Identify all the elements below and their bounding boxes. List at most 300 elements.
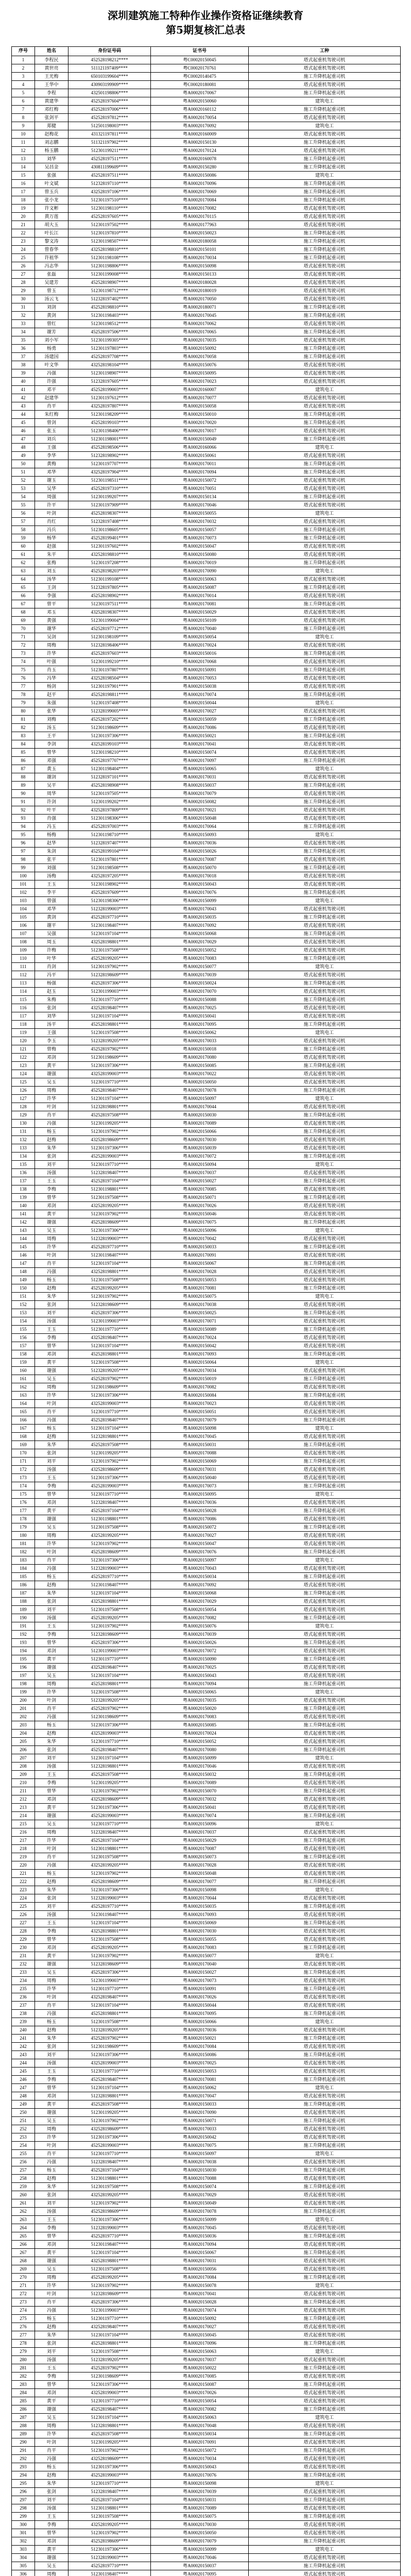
cell-work-type: 塔式起重机驾驶司机 — [249, 130, 401, 139]
table-row — [12, 1730, 401, 1738]
cell-certificate-number: 粤A00020150062 — [151, 2084, 249, 2092]
cell-certificate-number: 粤A00020170074 — [151, 2307, 249, 2315]
cell-id-number: 512301199205**** — [68, 2438, 151, 2447]
cell-id-number: 512301197104**** — [68, 2002, 151, 2010]
cell-index: 51 — [12, 468, 35, 477]
cell-certificate-number: 粤A00020170072 — [151, 1647, 249, 1655]
table-row — [12, 303, 401, 312]
cell-id-number: 452528198908**** — [68, 782, 151, 790]
cell-work-type: 塔式起重机驾驶司机 — [249, 1276, 401, 1284]
cell-work-type: 建筑电工 — [249, 897, 401, 905]
cell-id-number: 512301197104**** — [68, 1919, 151, 1927]
cell-work-type: 塔式起重机驾驶司机 — [249, 1474, 401, 1482]
cell-name: 叶剑 — [35, 1400, 68, 1408]
cell-work-type: 塔式起重机驾驶司机 — [249, 1268, 401, 1276]
table-row — [12, 2331, 401, 2340]
table-row — [12, 897, 401, 905]
cell-certificate-number: 粤A00020170091 — [151, 2438, 249, 2447]
cell-name: 刘平 — [35, 1161, 68, 1169]
table-row — [12, 2166, 401, 2175]
table-row — [12, 122, 401, 130]
cell-name: 汤华 — [35, 575, 68, 584]
cell-name: 黄万莲 — [35, 213, 68, 221]
cell-index: 127 — [12, 1095, 35, 1103]
cell-index: 168 — [12, 1433, 35, 1441]
cell-index: 292 — [12, 2455, 35, 2463]
cell-index: 24 — [12, 246, 35, 254]
cell-work-type: 施工升降机起重司机 — [249, 1655, 401, 1664]
cell-name: 朱华 — [35, 2035, 68, 2043]
cell-id-number: 512301199003**** — [68, 988, 151, 996]
table-row — [12, 1944, 401, 1952]
cell-index: 62 — [12, 559, 35, 567]
table-row — [12, 1960, 401, 1969]
table-row — [12, 1210, 401, 1218]
table-row — [12, 477, 401, 485]
cell-certificate-number: 粤A00020150086 — [151, 2051, 249, 2059]
cell-id-number: 452528199401**** — [68, 534, 151, 543]
cell-name: 黄剑 — [35, 312, 68, 320]
cell-certificate-number: 粤A00020150099 — [151, 1754, 249, 1762]
cell-index: 228 — [12, 1927, 35, 1936]
cell-id-number: 512301197306**** — [68, 2381, 151, 2389]
cell-name: 冯强 — [35, 1268, 68, 1276]
table-row — [12, 435, 401, 444]
cell-name: 曾华 — [35, 2232, 68, 2241]
cell-id-number: 512301197803**** — [68, 345, 151, 353]
cell-index: 252 — [12, 2125, 35, 2133]
cell-index: 116 — [12, 1004, 35, 1012]
cell-id-number: 432528198104**** — [68, 361, 151, 369]
cell-id-number: 512301197508**** — [68, 1194, 151, 1202]
table-row — [12, 1433, 401, 1441]
cell-id-number: 512301198801**** — [68, 2504, 151, 2513]
cell-work-type: 施工升降机起重司机 — [249, 1507, 401, 1515]
cell-work-type: 建筑电工 — [249, 1490, 401, 1499]
table-row — [12, 1136, 401, 1144]
cell-index: 276 — [12, 2323, 35, 2331]
cell-work-type: 施工升降机起重司机 — [249, 1771, 401, 1779]
table-row — [12, 1936, 401, 1944]
cell-id-number: 512301197902**** — [68, 963, 151, 971]
cell-certificate-number: 粤A00020170065 — [151, 328, 249, 336]
cell-id-number: 452528199205**** — [68, 1944, 151, 1952]
cell-id-number: 431321197811**** — [68, 130, 151, 139]
cell-certificate-number: 粤A00020150097 — [151, 1556, 249, 1565]
cell-id-number: 512301197710**** — [68, 1161, 151, 1169]
cell-work-type: 施工升降机起重司机 — [249, 1985, 401, 1993]
cell-certificate-number: 粤A00020170078 — [151, 1087, 249, 1095]
cell-certificate-number: 粤A00020170024 — [151, 641, 249, 650]
cell-id-number: 452528198407**** — [68, 1416, 151, 1425]
cell-index: 44 — [12, 411, 35, 419]
table-row — [12, 765, 401, 773]
cell-id-number: 512301199205**** — [68, 1779, 151, 1787]
cell-id-number: 512328197110**** — [68, 180, 151, 188]
cell-certificate-number: 粤A00020150067 — [151, 1260, 249, 1268]
cell-index: 236 — [12, 1993, 35, 2002]
table-row — [12, 1161, 401, 1169]
cell-index: 30 — [12, 295, 35, 303]
cell-name: 肖平 — [35, 2447, 68, 2455]
cell-name: 肖平 — [35, 402, 68, 411]
cell-certificate-number: 粤A00020170083 — [151, 1713, 249, 1721]
cell-name: 李梅 — [35, 2372, 68, 2381]
cell-certificate-number: 粤A00020150098 — [151, 1425, 249, 1433]
cell-certificate-number: 粤A00020150063 — [151, 575, 249, 584]
cell-certificate-number: 粤A00020170090 — [151, 567, 249, 575]
cell-certificate-number: 粤A00020150043 — [151, 2463, 249, 2471]
table-row — [12, 1111, 401, 1120]
table-row — [12, 1029, 401, 1037]
cell-name: 汤强 — [35, 1169, 68, 1177]
cell-certificate-number: 粤A00020170011 — [151, 460, 249, 468]
cell-index: 219 — [12, 1853, 35, 1861]
cell-id-number: 512301198403**** — [68, 312, 151, 320]
cell-work-type: 塔式起重机驾驶司机 — [249, 1977, 401, 1985]
cell-certificate-number: 粤A00020170093 — [151, 1350, 249, 1359]
table-row — [12, 205, 401, 213]
cell-certificate-number: 粤A00020150087 — [151, 584, 249, 592]
cell-index: 136 — [12, 1169, 35, 1177]
cell-id-number: 512328198801**** — [68, 2092, 151, 2100]
cell-certificate-number: 粤A00020150070 — [151, 864, 249, 872]
cell-index: 99 — [12, 864, 35, 872]
cell-name: 朱平 — [35, 551, 68, 559]
cell-id-number: 452528198801**** — [68, 1021, 151, 1029]
cell-certificate-number: 粤A00020170072 — [151, 1153, 249, 1161]
table-row — [12, 1919, 401, 1927]
cell-id-number: 452528197902**** — [68, 1375, 151, 1383]
table-row — [12, 1647, 401, 1655]
cell-certificate-number: 粤A00020150030 — [151, 1111, 249, 1120]
cell-work-type: 塔式起重机驾驶司机 — [249, 1367, 401, 1375]
cell-certificate-number: 粤A00020170094 — [151, 468, 249, 477]
cell-index: 135 — [12, 1161, 35, 1169]
cell-certificate-number: 粤A00020170086 — [151, 1515, 249, 1523]
cell-name: 李梅 — [35, 1482, 68, 1490]
cell-id-number: 512301197408**** — [68, 699, 151, 707]
cell-id-number: 452528199003**** — [68, 386, 151, 394]
cell-certificate-number: 粤A00020150069 — [151, 1458, 249, 1466]
table-row — [12, 2249, 401, 2257]
table-row — [12, 1070, 401, 1078]
cell-index: 27 — [12, 270, 35, 279]
cell-certificate-number: 粤A00020150047 — [151, 1540, 249, 1548]
cell-certificate-number: 粤A00020150075 — [151, 1293, 249, 1301]
cell-id-number: 512301198806**** — [68, 262, 151, 270]
table-row — [12, 2257, 401, 2265]
title-line-1: 深圳建筑施工特种作业操作资格证继续教育 — [108, 9, 303, 22]
cell-name: 曾华 — [35, 2529, 68, 2537]
cell-id-number: 512301198511**** — [68, 477, 151, 485]
cell-name: 王玉 — [35, 2513, 68, 2521]
cell-name: 杨玉 — [35, 1721, 68, 1730]
cell-work-type: 塔式起重机驾驶司机 — [249, 2175, 401, 2183]
cell-certificate-number: 粤A00020170040 — [151, 1960, 249, 1969]
cell-work-type: 施工升降机起重司机 — [249, 2117, 401, 2125]
cell-index: 260 — [12, 2191, 35, 2199]
cell-id-number: 452528198811**** — [68, 691, 151, 699]
cell-certificate-number: 粤A00020150027 — [151, 1177, 249, 1185]
cell-work-type: 塔式起重机驾驶司机 — [249, 740, 401, 749]
cell-id-number: 512501198003**** — [68, 122, 151, 130]
cell-name: 吴玉 — [35, 1672, 68, 1680]
cell-name: 杨玉 — [35, 2166, 68, 2175]
cell-work-type: 施工升降机起重司机 — [249, 2537, 401, 2546]
cell-name: 曾华 — [35, 1787, 68, 1795]
cell-id-number: 452528197902**** — [68, 2364, 151, 2372]
cell-work-type: 施工升降机起重司机 — [249, 345, 401, 353]
cell-certificate-number: 粤A00020150044 — [151, 2002, 249, 2010]
cell-name: 黄平 — [35, 1359, 68, 1367]
cell-id-number: 452528197812**** — [68, 114, 151, 122]
table-row — [12, 1375, 401, 1383]
cell-name: 朱华 — [35, 2183, 68, 2191]
cell-index: 305 — [12, 2562, 35, 2570]
cell-name: 周梅 — [35, 1383, 68, 1392]
cell-index: 179 — [12, 1523, 35, 1532]
cell-certificate-number: 粤A00020170027 — [151, 2323, 249, 2331]
cell-index: 282 — [12, 2372, 35, 2381]
cell-name: 曾华 — [35, 749, 68, 757]
cell-name: 邓剑 — [35, 1202, 68, 1210]
table-row — [12, 2241, 401, 2249]
cell-name: 朱华 — [35, 1441, 68, 1449]
cell-index: 111 — [12, 963, 35, 971]
cell-certificate-number: 粤A00020170026 — [151, 1202, 249, 1210]
cell-name: 叶剑 — [35, 1548, 68, 1556]
cell-index: 225 — [12, 1903, 35, 1911]
cell-id-number: 511321197902**** — [68, 139, 151, 147]
cell-work-type: 塔式起重机驾驶司机 — [249, 773, 401, 782]
cell-name: 张玉 — [35, 427, 68, 435]
cell-id-number: 452528197104**** — [68, 1177, 151, 1185]
cell-id-number: 512301197306**** — [68, 1886, 151, 1894]
cell-work-type: 施工升降机起重司机 — [249, 419, 401, 427]
cell-index: 77 — [12, 683, 35, 691]
cell-work-type: 塔式起重机驾驶司机 — [249, 1936, 401, 1944]
cell-certificate-number: 粤A00020170087 — [151, 1845, 249, 1853]
cell-work-type: 塔式起重机驾驶司机 — [249, 2356, 401, 2364]
cell-index: 91 — [12, 798, 35, 806]
cell-index: 193 — [12, 1639, 35, 1647]
table-row — [12, 1243, 401, 1251]
table-row — [12, 1532, 401, 1540]
cell-work-type: 塔式起重机驾驶司机 — [249, 369, 401, 378]
cell-work-type: 建筑电工 — [249, 567, 401, 575]
cell-work-type: 施工升降机起重司机 — [249, 435, 401, 444]
cell-certificate-number: 粤A00020170090 — [151, 2109, 249, 2117]
cell-name: 张华 — [35, 707, 68, 716]
cell-index: 206 — [12, 1746, 35, 1754]
cell-id-number: 432528198810**** — [68, 246, 151, 254]
cell-id-number: 512301199202**** — [68, 798, 151, 806]
cell-certificate-number: 粤A00020170079 — [151, 2537, 249, 2546]
cell-certificate-number: 粤A00020150050 — [151, 2529, 249, 2537]
cell-id-number: 452528197306**** — [68, 2298, 151, 2307]
cell-certificate-number: 粤A00020170038 — [151, 1301, 249, 1309]
cell-id-number: 432528199003**** — [68, 2389, 151, 2397]
cell-certificate-number: 粤A00020170039 — [151, 1631, 249, 1639]
cell-index: 304 — [12, 2554, 35, 2562]
cell-index: 2 — [12, 64, 35, 73]
cell-id-number: 512301197710**** — [68, 1985, 151, 1993]
cell-index: 143 — [12, 1227, 35, 1235]
cell-certificate-number: 粤A00020170084 — [151, 2043, 249, 2051]
cell-index: 121 — [12, 1045, 35, 1054]
cell-id-number: 452528197902**** — [68, 2035, 151, 2043]
cell-work-type: 塔式起重机驾驶司机 — [249, 1054, 401, 1062]
cell-name: 吴玉 — [35, 1078, 68, 1087]
cell-index: 106 — [12, 922, 35, 930]
cell-id-number: 512301197710**** — [68, 2150, 151, 2158]
table-row — [12, 732, 401, 740]
cell-name: 曾华 — [35, 2084, 68, 2092]
cell-work-type: 施工升降机起重司机 — [249, 732, 401, 740]
cell-index: 243 — [12, 2051, 35, 2059]
cell-id-number: 432528198609**** — [68, 1795, 151, 1804]
cell-certificate-number: 粤A00020170019 — [151, 559, 249, 567]
cell-certificate-number: 粤A00020150021 — [151, 732, 249, 740]
cell-work-type: 建筑电工 — [249, 1161, 401, 1169]
table-row — [12, 823, 401, 831]
cell-index: 204 — [12, 1730, 35, 1738]
cell-name: 汤强 — [35, 2504, 68, 2513]
cell-id-number: 512301197710**** — [68, 2480, 151, 2488]
cell-work-type: 塔式起重机驾驶司机 — [249, 1664, 401, 1672]
cell-name: 许华 — [35, 2282, 68, 2290]
cell-name: 谢强 — [35, 1367, 68, 1375]
cell-certificate-number: 粤A00020150040 — [151, 1474, 249, 1482]
cell-certificate-number: 粤A00020150071 — [151, 2117, 249, 2125]
cell-index: 306 — [12, 2570, 35, 2576]
cell-id-number: 512301197104**** — [68, 1260, 151, 1268]
cell-work-type: 施工升降机起重司机 — [249, 2381, 401, 2389]
table-row — [12, 1326, 401, 1334]
cell-name: 刘平 — [35, 1903, 68, 1911]
cell-work-type: 塔式起重机驾驶司机 — [249, 2331, 401, 2340]
cell-index: 11 — [12, 139, 35, 147]
cell-work-type: 施工升降机起重司机 — [249, 303, 401, 312]
cell-index: 284 — [12, 2389, 35, 2397]
cell-work-type: 塔式起重机驾驶司机 — [249, 1697, 401, 1705]
cell-name: 曾华 — [35, 2381, 68, 2389]
cell-certificate-number: 粤A00020150022 — [151, 2364, 249, 2372]
cell-work-type: 施工升降机起重司机 — [249, 913, 401, 922]
table-row — [12, 254, 401, 262]
cell-index: 221 — [12, 1870, 35, 1878]
table-row — [12, 1771, 401, 1779]
cell-index: 226 — [12, 1911, 35, 1919]
table-row — [12, 1985, 401, 1993]
cell-id-number: 512301198801**** — [68, 2175, 151, 2183]
cell-certificate-number: 粤C00020170761 — [151, 64, 249, 73]
cell-index: 165 — [12, 1408, 35, 1416]
cell-id-number: 512301197902**** — [68, 2447, 151, 2455]
cell-name: 谢强 — [35, 1515, 68, 1523]
cell-name: 刘平 — [35, 2496, 68, 2504]
cell-name: 邓剑 — [35, 2389, 68, 2397]
cell-work-type: 塔式起重机驾驶司机 — [249, 946, 401, 955]
table-row — [12, 386, 401, 394]
cell-work-type: 塔式起重机驾驶司机 — [249, 872, 401, 880]
table-row — [12, 2513, 401, 2521]
cell-name: 曾华 — [35, 1490, 68, 1499]
cell-index: 146 — [12, 1251, 35, 1260]
cell-index: 245 — [12, 2067, 35, 2076]
table-row — [12, 1334, 401, 1342]
table-row — [12, 361, 401, 369]
cell-work-type: 建筑电工 — [249, 122, 401, 130]
cell-id-number: 512301197306**** — [68, 732, 151, 740]
cell-name: 许剑 — [35, 798, 68, 806]
cell-id-number: 512301197104**** — [68, 1095, 151, 1103]
cell-certificate-number: 粤A00020150068 — [151, 1589, 249, 1598]
cell-certificate-number: 粤A00020170027 — [151, 707, 249, 716]
cell-work-type: 建筑电工 — [249, 386, 401, 394]
cell-name: 黄剑 — [35, 913, 68, 922]
table-row — [12, 1458, 401, 1466]
cell-index: 298 — [12, 2504, 35, 2513]
cell-index: 198 — [12, 1680, 35, 1688]
cell-index: 278 — [12, 2340, 35, 2348]
cell-certificate-number: 粤A00020170089 — [151, 1779, 249, 1787]
table-row — [12, 592, 401, 600]
cell-work-type: 施工升降机起重司机 — [249, 1062, 401, 1070]
cell-certificate-number: 粤A00020177963 — [151, 221, 249, 229]
cell-index: 61 — [12, 551, 35, 559]
cell-work-type: 塔式起重机驾驶司机 — [249, 2438, 401, 2447]
cell-id-number: 452528197902**** — [68, 1045, 151, 1054]
cell-id-number: 452528199104**** — [68, 848, 151, 856]
cell-id-number: 512301197902**** — [68, 1293, 151, 1301]
cell-id-number: 512301197306**** — [68, 2133, 151, 2142]
cell-id-number: 512301198306**** — [68, 897, 151, 905]
cell-work-type: 建筑电工 — [249, 510, 401, 518]
cell-id-number: 512328197408**** — [68, 518, 151, 526]
table-row — [12, 848, 401, 856]
cell-work-type: 塔式起重机驾驶司机 — [249, 658, 401, 666]
cell-name: 赵梅 — [35, 1433, 68, 1441]
cell-certificate-number: 粤A00020150097 — [151, 2150, 249, 2158]
cell-id-number: 512301197306**** — [68, 1721, 151, 1730]
cell-certificate-number: 粤A00020160009 — [151, 130, 249, 139]
cell-certificate-number: 粤A00020150088 — [151, 996, 249, 1004]
cell-index: 160 — [12, 1367, 35, 1375]
cell-work-type: 塔式起重机驾驶司机 — [249, 114, 401, 122]
cell-name: 曾玉 — [35, 287, 68, 295]
cell-work-type: 塔式起重机驾驶司机 — [249, 1672, 401, 1680]
cell-name: 许华 — [35, 1243, 68, 1251]
cell-certificate-number: 粤A00020170058 — [151, 353, 249, 361]
cell-work-type: 施工升降机起重司机 — [249, 782, 401, 790]
cell-certificate-number: 粤A00020170032 — [151, 1795, 249, 1804]
cell-index: 227 — [12, 1919, 35, 1927]
cell-certificate-number: 粤A00020170024 — [151, 1334, 249, 1342]
cell-certificate-number: 粤A00020170081 — [151, 2076, 249, 2084]
cell-work-type: 塔式起重机驾驶司机 — [249, 2529, 401, 2537]
cell-id-number: 512301197902**** — [68, 2529, 151, 2537]
cell-certificate-number: 粤A00020150031 — [151, 2496, 249, 2504]
cell-work-type: 塔式起重机驾驶司机 — [249, 971, 401, 979]
cell-certificate-number: 粤A00020170095 — [151, 1021, 249, 1029]
cell-index: 119 — [12, 1029, 35, 1037]
cell-work-type: 施工升降机起重司机 — [249, 188, 401, 196]
cell-index: 125 — [12, 1078, 35, 1087]
cell-certificate-number: 粤A00020150099 — [151, 897, 249, 905]
cell-id-number: 432528198407**** — [68, 1004, 151, 1012]
